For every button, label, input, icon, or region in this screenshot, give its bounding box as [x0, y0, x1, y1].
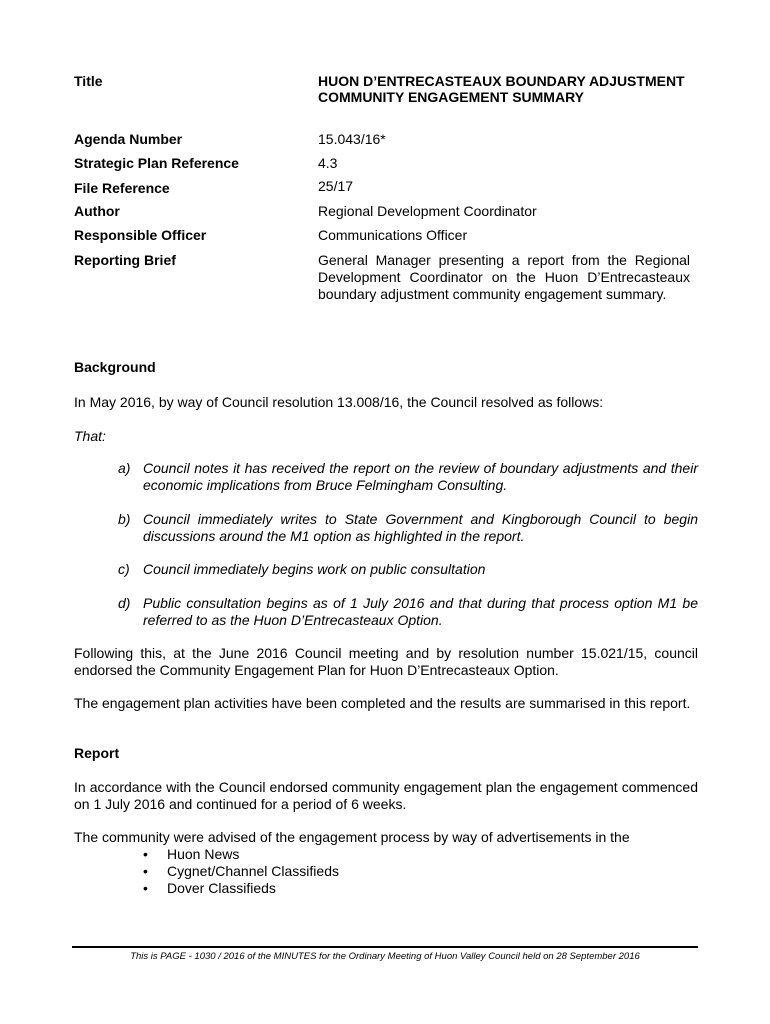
background-intro: In May 2016, by way of Council resolution 13.008/16, the Council resolved as follows: [74, 394, 604, 410]
author-label: Author [74, 203, 120, 219]
brief-label: Reporting Brief [74, 252, 176, 268]
agenda-label: Agenda Number [74, 131, 183, 147]
bullet-text: Cygnet/Channel Classifieds [167, 863, 339, 879]
title-label: Title [74, 73, 103, 89]
completed-paragraph: The engagement plan activities have been completed and the results are summarised in this report. [74, 695, 691, 711]
list-text: Council notes it has received the report on the review of boundary adjustments and their economic implications from Bruce Felmingham Consulting. [143, 460, 698, 493]
list-letter: d) [118, 595, 131, 611]
list-text: Public consultation begins as of 1 July 2016 and that during that process option M1 be referred to as the Huon D’Entrecasteaux Option. [143, 595, 698, 628]
file-label: File Reference [74, 180, 170, 196]
bullet-dot: • [143, 880, 148, 896]
footer-text: This is PAGE - 1030 / 2016 of the MINUTES for the Ordinary Meeting of Huon Valley Council held on 28 September 2016 [130, 951, 640, 962]
strategic-value: 4.3 [318, 155, 338, 171]
agenda-value: 15.043/16* [318, 131, 386, 147]
report-heading: Report [74, 745, 120, 761]
list-text: Council immediately writes to State Government and Kingborough Council to begin discussions around the M1 option as highlighted in the report. [143, 511, 698, 544]
file-value: 25/17 [318, 178, 354, 194]
bullet-text: Huon News [167, 846, 240, 862]
list-letter: c) [118, 561, 130, 577]
list-text: Council immediately begins work on public consultation [143, 561, 486, 577]
brief-value: General Manager presenting a report from the Regional Development Coordinator on the Huon D’Entrecasteaux boundary adjustment community engagement summary. [318, 252, 690, 302]
following-paragraph: Following this, at the June 2016 Council meeting and by resolution number 15.021/15, council endorsed the Community Engagement Plan for Huon D’Entrecasteaux Option. [74, 645, 698, 678]
list-letter: b) [118, 511, 131, 527]
officer-label: Responsible Officer [74, 227, 207, 243]
officer-value: Communications Officer [318, 227, 468, 243]
title-value: HUON D’ENTRECASTEAUX BOUNDARY ADJUSTMENT COMMUNITY ENGAGEMENT SUMMARY [318, 73, 685, 105]
list-letter: a) [118, 460, 131, 476]
report-paragraph-1: In accordance with the Council endorsed community engagement plan the engagement commenced on 1 July 2016 and continued for a period of 6 weeks. [74, 779, 698, 812]
bullet-text: Dover Classifieds [167, 880, 276, 896]
author-value: Regional Development Coordinator [318, 203, 537, 219]
background-heading: Background [74, 359, 156, 375]
that-label: That: [74, 428, 106, 444]
report-paragraph-2: The community were advised of the engagement process by way of advertisements in the [74, 829, 630, 845]
bullet-dot: • [143, 863, 148, 879]
bullet-dot: • [143, 846, 148, 862]
strategic-label: Strategic Plan Reference [74, 155, 239, 171]
footer-rule [72, 946, 698, 948]
